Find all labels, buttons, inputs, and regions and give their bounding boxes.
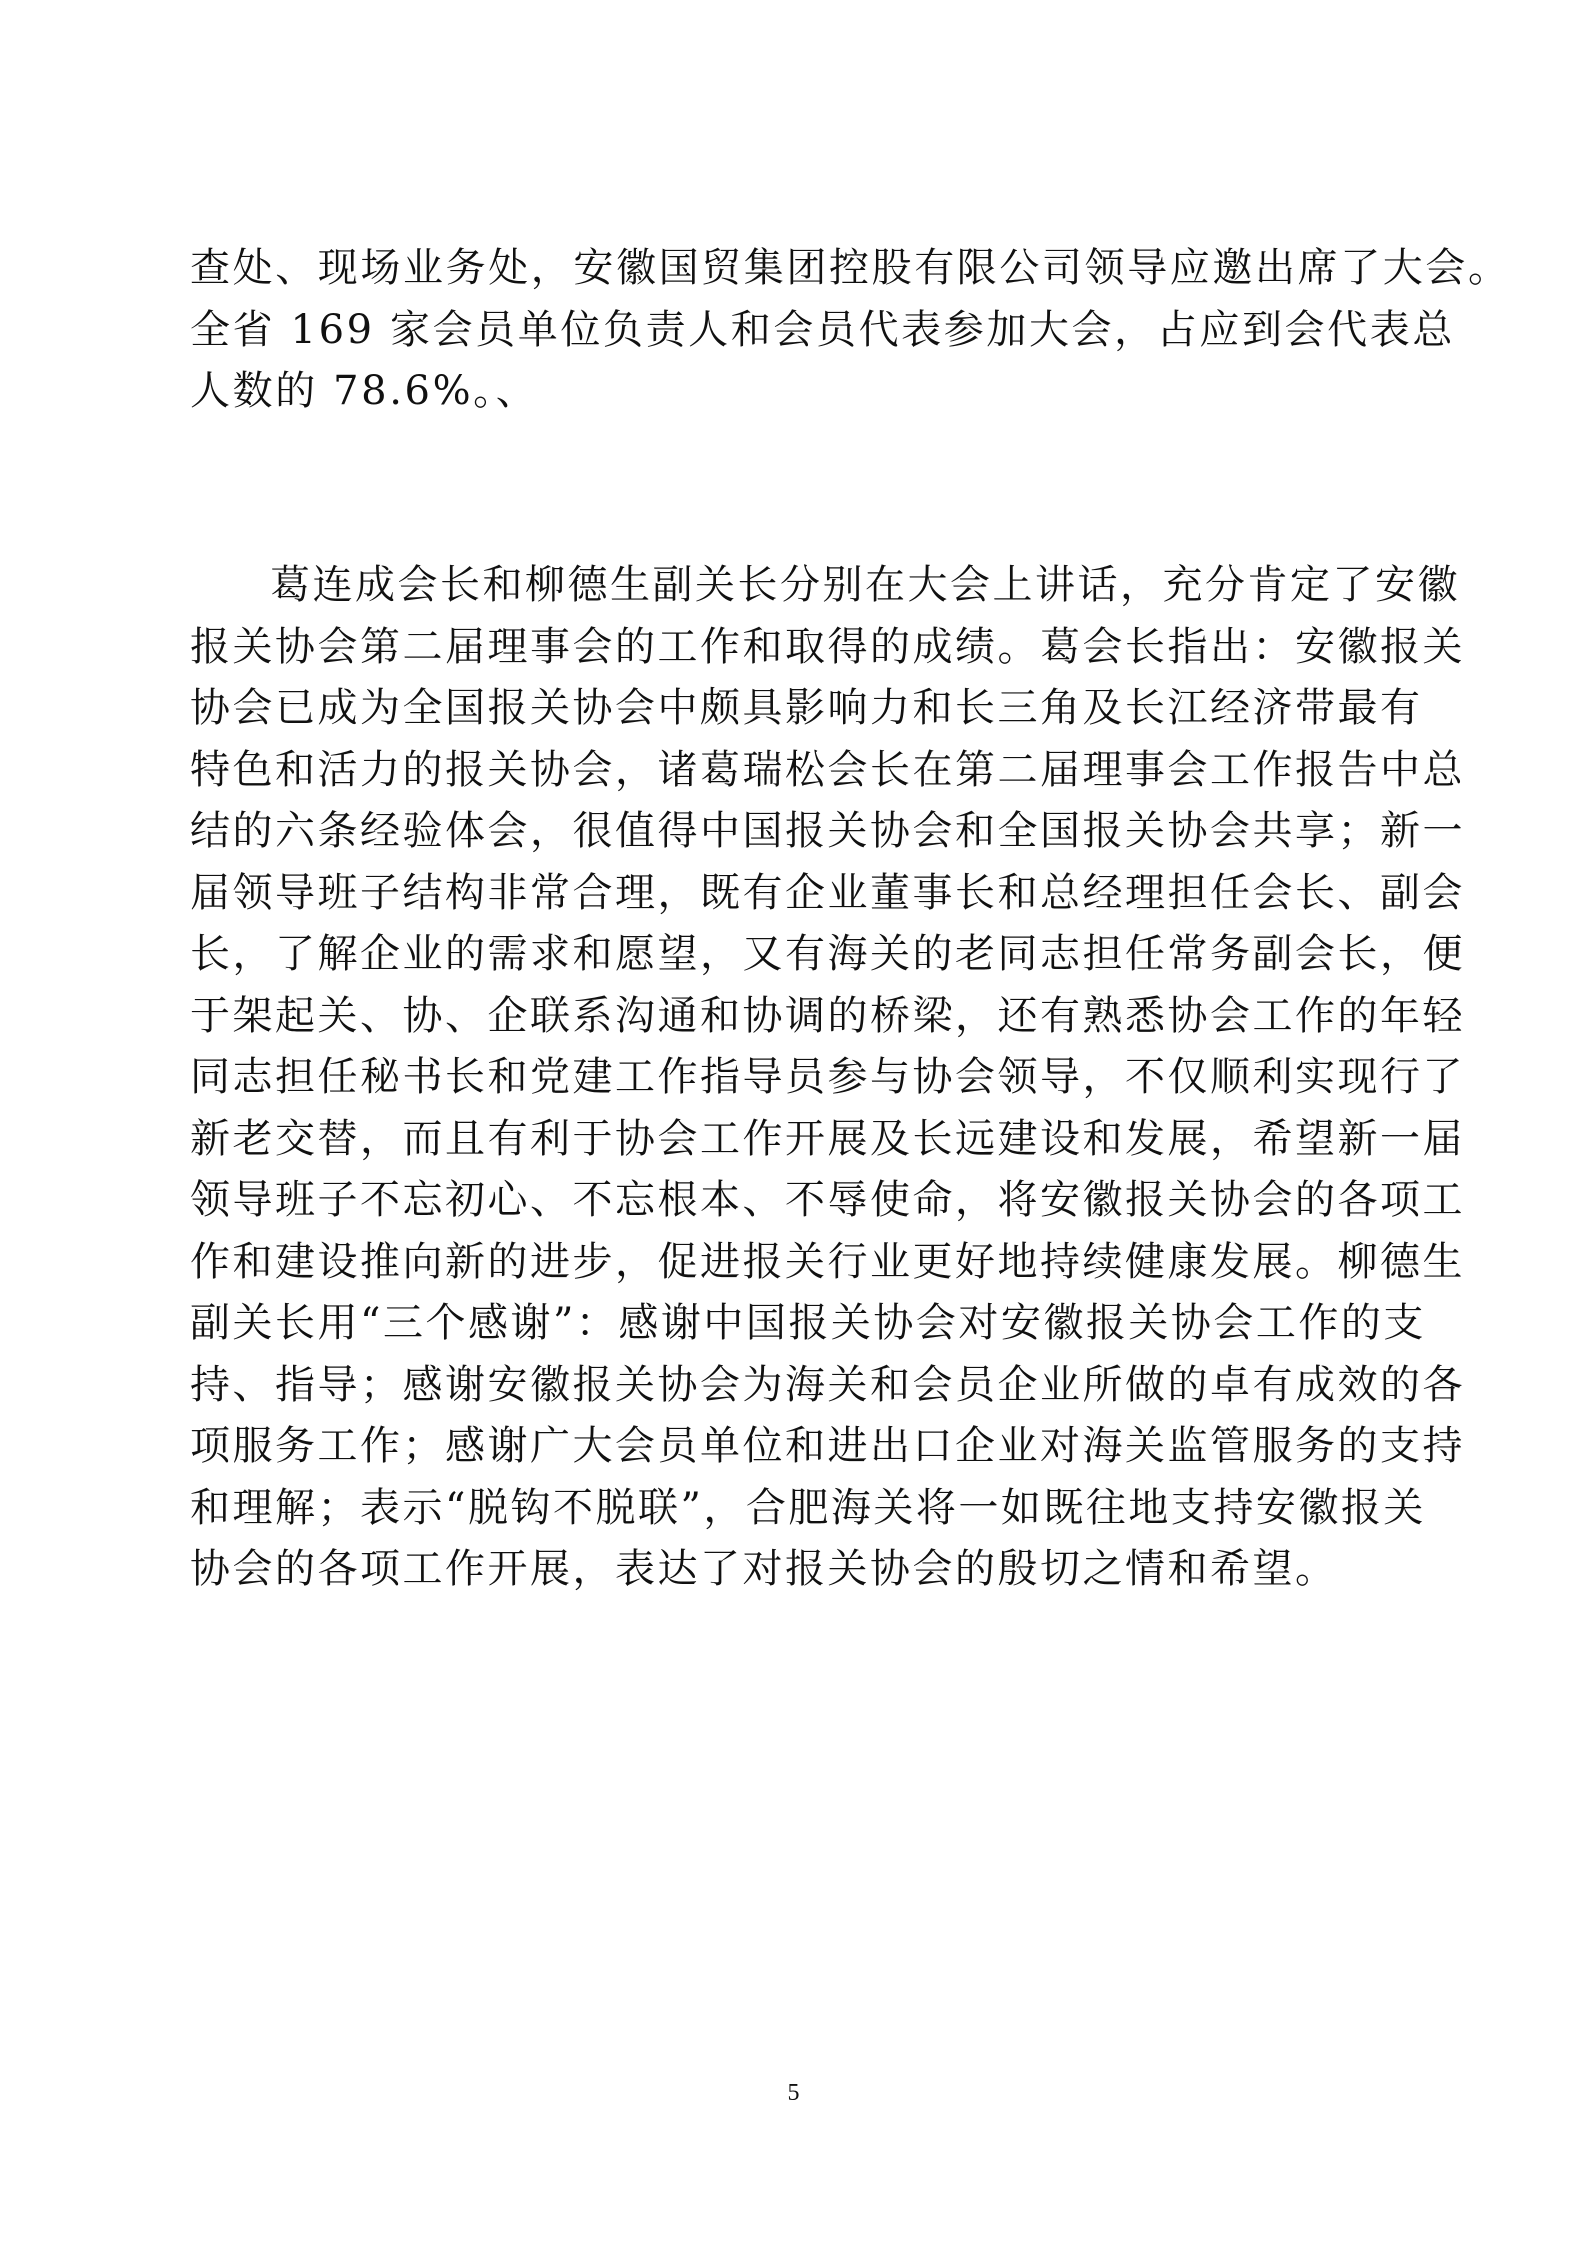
paragraph-2: [190, 555, 1465, 1601]
paragraph-line: 报关协会第二届理事会的工作和取得的成绩。葛会长指出：安徽报关: [190, 623, 1465, 670]
paragraph-line: 长，了解企业的需求和愿望，又有海关的老同志担任常务副会长，便: [190, 931, 1465, 977]
paragraph-line: 特色和活力的报关协会，诸葛瑞松会长在第二届理事会工作报告中总: [190, 746, 1465, 793]
paragraph-line: 作和建设推向新的进步，促进报关行业更好地持续健康发展。柳德生: [190, 1238, 1465, 1285]
paragraph-line: 查处、现场业务处，安徽国贸集团控股有限公司领导应邀出席了大会。: [190, 245, 1511, 291]
paragraph-line: 副关长用“三个感谢”：感谢中国报关协会对安徽报关协会工作的支: [190, 1300, 1426, 1346]
paragraph-line: 领导班子不忘初心、不忘根本、不辱使命，将安徽报关协会的各项工: [190, 1177, 1465, 1223]
page-number: 5: [787, 2080, 800, 2106]
paragraph-line: 同志担任秘书长和党建工作指导员参与协会领导，不仅顺利实现行了: [190, 1054, 1465, 1100]
paragraph-line: 结的六条经验体会，很值得中国报关协会和全国报关协会共享；新一: [190, 808, 1465, 854]
paragraph-line: 人数的 78.6%。、: [190, 368, 539, 414]
paragraph-1: [190, 238, 1511, 423]
paragraph-line: 届领导班子结构非常合理，既有企业董事长和总经理担任会长、副会: [190, 869, 1465, 916]
paragraph-line: 协会的各项工作开展，表达了对报关协会的殷切之情和希望。: [190, 1546, 1338, 1592]
paragraph-line: 葛连成会长和柳德生副关长分别在大会上讲话，充分肯定了安徽: [270, 562, 1460, 608]
paragraph-line: 于架起关、协、企联系沟通和协调的桥梁，还有熟悉协会工作的年轻: [190, 992, 1465, 1039]
paragraph-line: 和理解；表示“脱钩不脱联”，合肥海关将一如既往地支持安徽报关: [190, 1484, 1426, 1531]
paragraph-line: 项服务工作；感谢广大会员单位和进出口企业对海关监管服务的支持: [190, 1423, 1465, 1469]
paragraph-line: 新老交替，而且有利于协会工作开展及长远建设和发展，希望新一届: [190, 1115, 1465, 1162]
paragraph-line: 持、指导；感谢安徽报关协会为海关和会员企业所做的卓有成效的各: [190, 1361, 1465, 1408]
paragraph-line: 全省 169 家会员单位负责人和会员代表参加大会，占应到会代表总: [190, 306, 1455, 353]
paragraph-line: 协会已成为全国报关协会中颇具影响力和长三角及长江经济带最有: [190, 685, 1423, 731]
